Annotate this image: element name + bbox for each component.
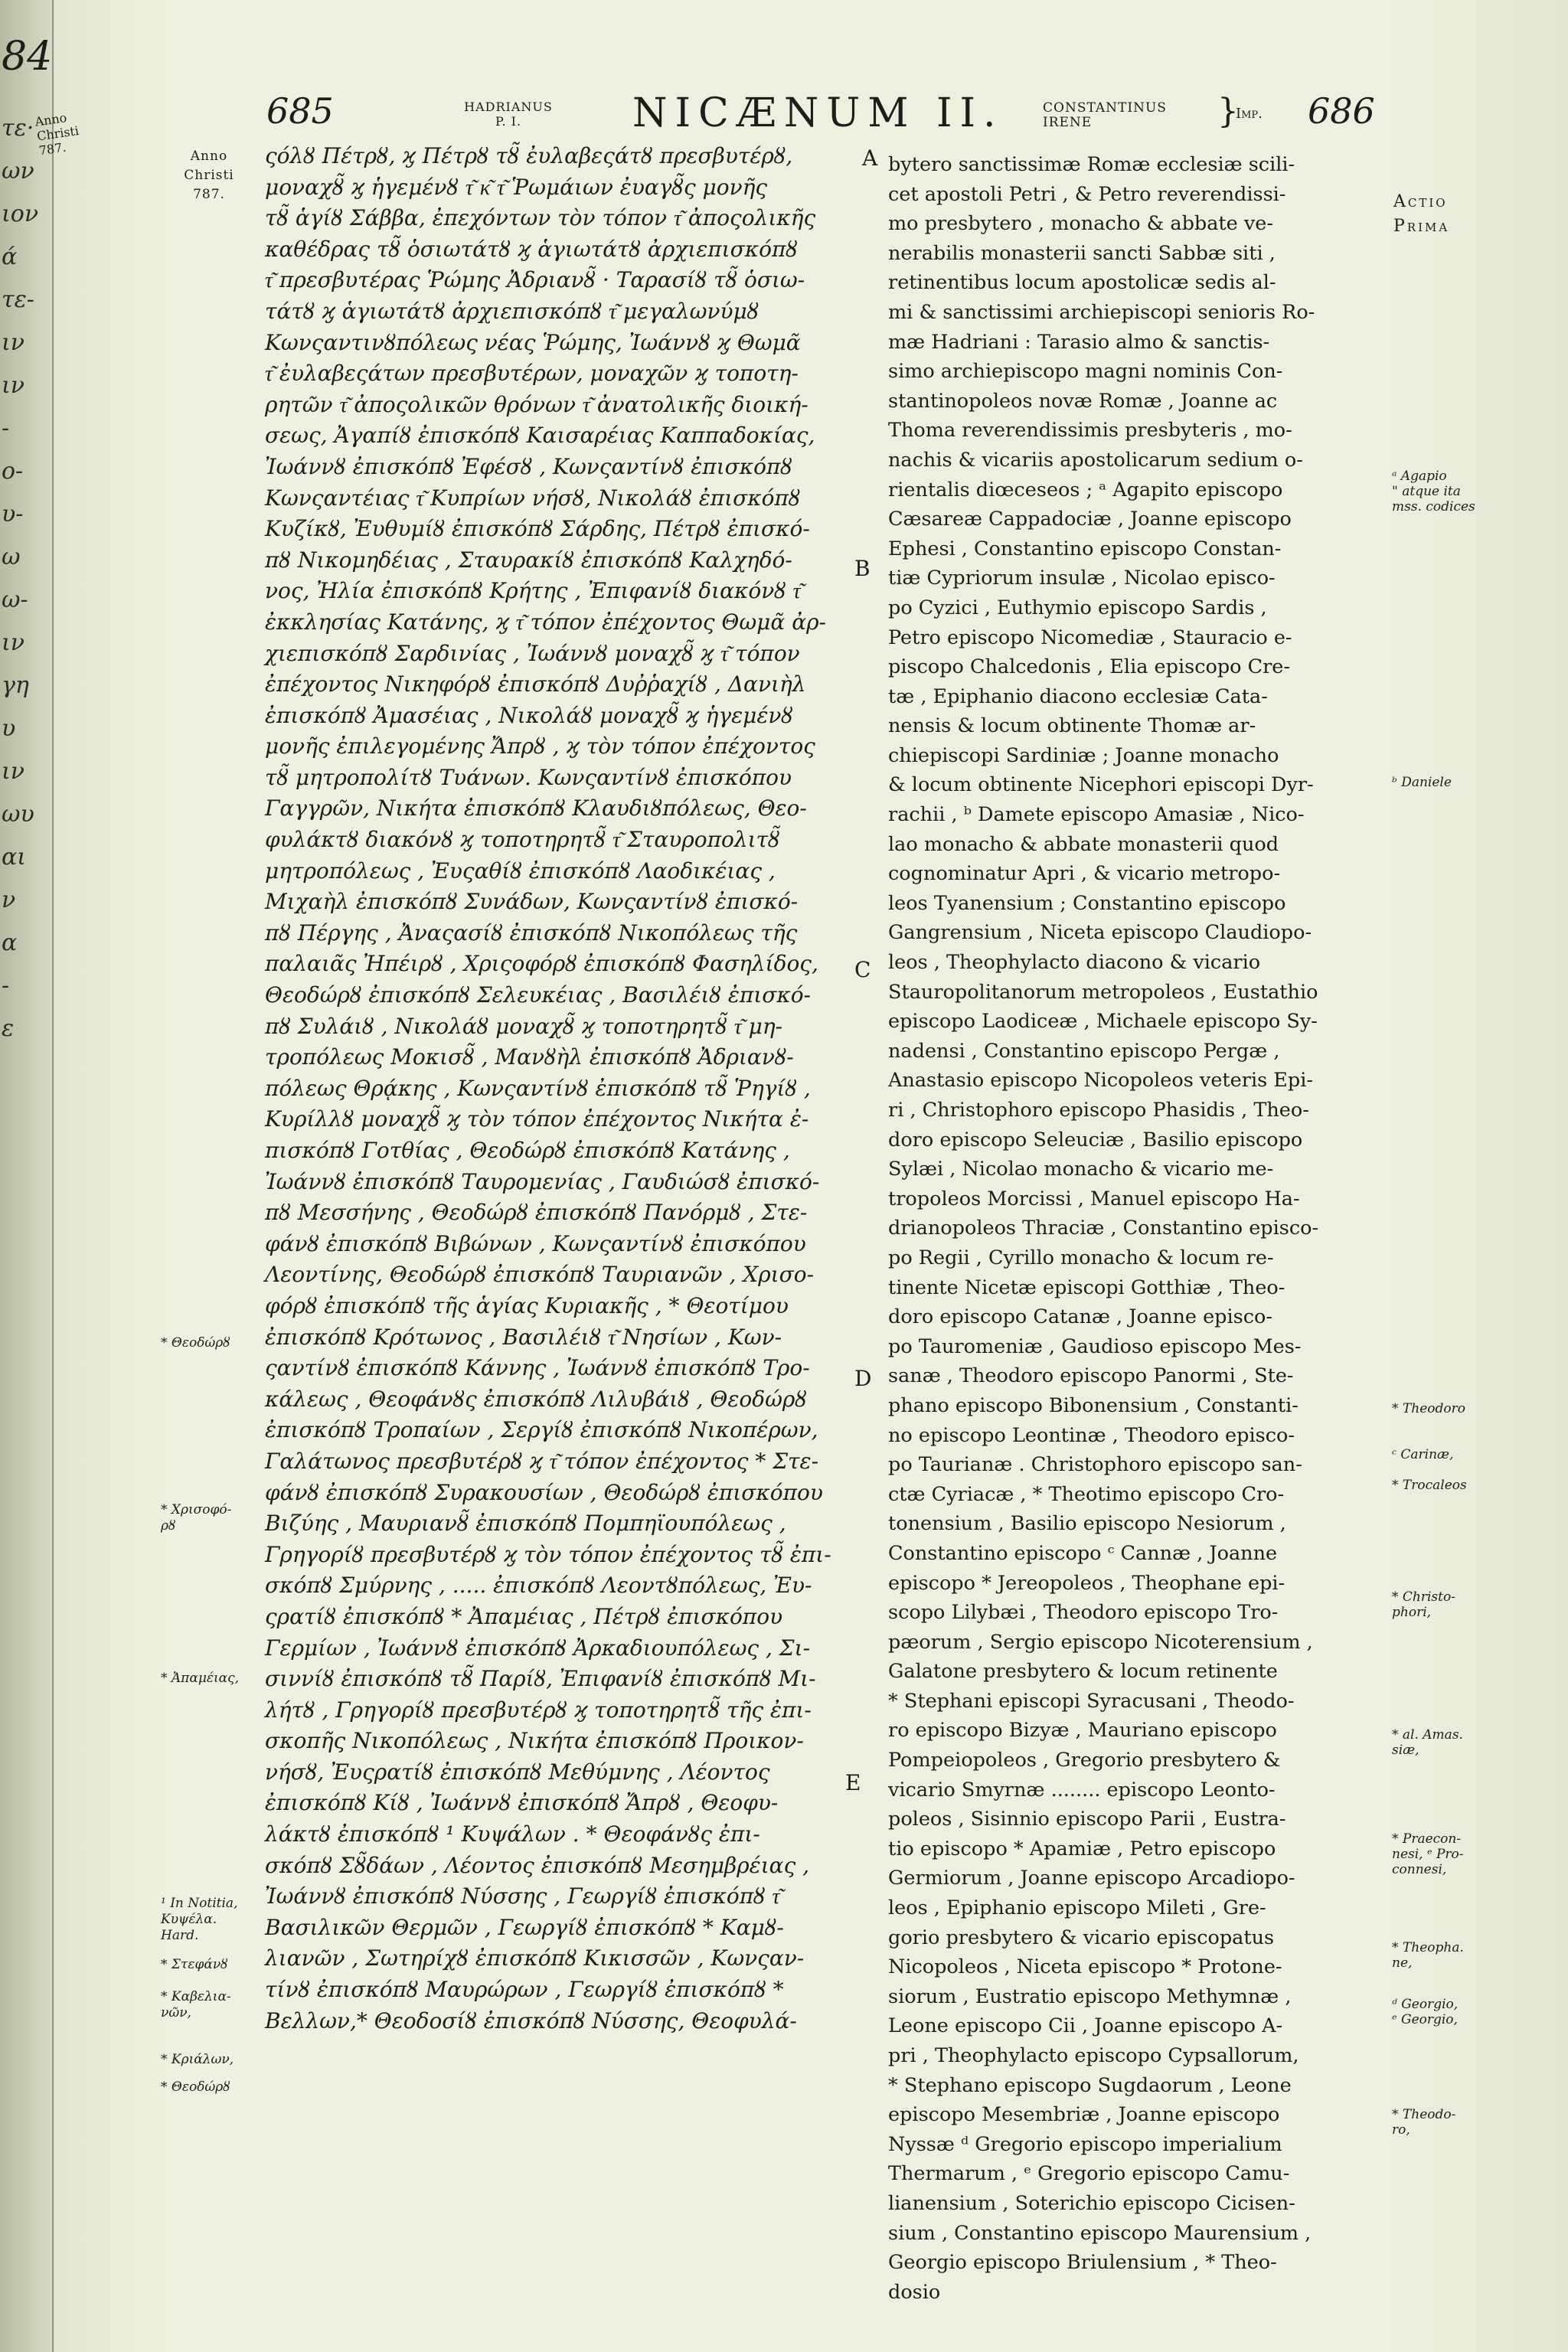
- latin-text-line: leos , Epiphanio episcopo Mileti , Gre-: [888, 1896, 1266, 1920]
- right-note-agapio: ᵃ Agapio " atque ita mss. codices: [1392, 469, 1475, 514]
- greek-text-line: ςρατίȣ ἐπισκόπȣ * Ἀπαμέιας , Πέτρȣ ἐπισκόπου: [265, 1603, 783, 1629]
- greek-text-line: τίνȣ ἐπισκόπȣ Μαυρώρων , Γεωργίȣ ἐπισκόπȣ *: [265, 1977, 784, 2003]
- latin-text-line: sium , Constantino episcopo Maurensium ,: [888, 2221, 1312, 2245]
- latin-text-line: gorio presbytero & vicario episcopatus: [888, 1926, 1275, 1949]
- latin-text-line: Ephesi , Constantino episcopo Constan-: [888, 537, 1282, 560]
- imperatores-abbrev: Imp.: [1236, 106, 1263, 122]
- latin-text-line: ctæ Cyriacæ , * Theotimo episcopo Cro-: [888, 1482, 1285, 1506]
- greek-text-line: Κυζίκȣ, Ἐυθυμίȣ ἐπισκόπȣ Σάρδης, Πέτρȣ ἐπισκό-: [265, 516, 810, 542]
- right-note-carinae: ᶜ Carinæ,: [1392, 1447, 1454, 1462]
- greek-text-line: πȣ Μεσσήνης , Θεοδώρȣ ἐπισκόπȣ Πανόρμȣ , Στε-: [265, 1200, 808, 1226]
- greek-text-line: ἐπισκόπȣ Κίȣ , Ἰωάννȣ ἐπισκόπȣ Ἄπρȣ , Θεοφυ-: [265, 1790, 779, 1816]
- greek-text-line: σεως, Ἀγαπίȣ ἐπισκόπȣ Καισαρέιας Καππαδοκίας,: [265, 423, 815, 449]
- right-note-christophori: * Christo- phori,: [1392, 1589, 1455, 1620]
- greek-text-line: μονῆς ἐπιλεγομένης Ἄπρȣ , ϗ τὸν τόπον ἐπέχοντος: [265, 733, 815, 760]
- latin-text-line: lianensium , Soterichio episcopo Cicisen-: [888, 2191, 1295, 2215]
- greek-text-line: νήσȣ, Ἐυςρατίȣ ἐπισκόπȣ Μεθύμνης , Λέοντος: [265, 1759, 770, 1785]
- latin-text-line: sanæ , Theodoro episcopo Panormi , Ste-: [888, 1364, 1294, 1388]
- greek-text-line: παλαιᾶς Ἠπέιρȣ , Χριςοφόρȣ ἐπισκόπȣ Φασηλίδος,: [265, 951, 818, 977]
- latin-text-line: Cæsareæ Cappadociæ , Joanne episcopo: [888, 508, 1292, 531]
- latin-text-line: rientalis diœceseos ; ᵃ Agapito episcopo: [888, 478, 1283, 501]
- greek-text-line: τροπόλεως Μοκισȣ̃ , Μανȣὴλ ἐπισκόπȣ Ἀδριανȣ-: [265, 1044, 794, 1070]
- greek-text-line: λάκτȣ ἐπισκόπȣ ¹ Κυψάλων . * Θεοφάνȣς ἐπι-: [265, 1821, 760, 1847]
- latin-text-line: tæ , Epiphanio diacono ecclesiæ Cata-: [888, 684, 1268, 708]
- latin-text-line: mi & sanctissimi archiepiscopi senioris Ro-: [888, 300, 1315, 324]
- greek-text-line: χιεπισκόπȣ Σαρδινίας , Ἰωάννȣ μοναχȣ̃ ϗ τ͂ τόπον: [265, 640, 800, 666]
- greek-text-line: ἐπέχοντος Νικηφόρȣ ἐπισκόπȣ Δυῤῥαχίȣ , Δανιὴλ: [265, 671, 806, 697]
- latin-text-line: tropoleos Morcissi , Manuel episcopo Ha-: [888, 1187, 1300, 1210]
- hadrianus-sub: P. I.: [495, 114, 522, 129]
- section-letter-d: D: [854, 1366, 872, 1391]
- greek-text-line: Κωνςαντέιας τ͂ Κυπρίων νήσȣ, Νικολάȣ ἐπισκόπȣ: [265, 485, 801, 511]
- council-title: NICÆNUM II.: [632, 90, 1004, 136]
- latin-text-line: leos , Theophylacto diacono & vicario: [888, 951, 1261, 975]
- greek-text-line: μητροπόλεως , Ἐυςαθίȣ ἐπισκόπȣ Λαοδικέιας ,: [265, 858, 776, 884]
- latin-text-line: phano episcopo Bibonensium , Constanti-: [888, 1393, 1298, 1417]
- left-note-christophori: * Χρισοφό- ρȣ: [161, 1502, 232, 1534]
- latin-text-line: Thermarum , ᵉ Gregorio episcopo Camu-: [888, 2162, 1290, 2186]
- greek-text-line: ἐπισκόπȣ Κρότωνος , Βασιλέιȣ τ͂ Νησίων , Κων-: [265, 1324, 782, 1350]
- greek-text-line: ἐπισκόπȣ Ἀμασέιας , Νικολάȣ μοναχȣ̃ ϗ ἡγεμένȣ: [265, 702, 793, 728]
- greek-text-line: ἐκκλησίας Κατάνης, ϗ τ͂ τόπον ἐπέχοντος Θωμᾶ ἀρ-: [265, 609, 827, 635]
- latin-text-line: Germiorum , Joanne episcopo Arcadiopo-: [888, 1867, 1295, 1890]
- previous-page-anno-label: Anno Christi 787.: [34, 110, 80, 158]
- latin-text-line: ri , Christophoro episcopo Phasidis , Theo-: [888, 1099, 1309, 1122]
- latin-text-line: tio episcopo * Apamiæ , Petro episcopo: [888, 1837, 1276, 1860]
- left-note-theodori: * Θεοδώρȣ: [161, 1335, 230, 1351]
- latin-text-line: Galatone presbytero & locum retinente: [888, 1660, 1278, 1684]
- latin-text-line: poleos , Sisinnio episcopo Parii , Eustra-: [888, 1808, 1286, 1831]
- greek-text-line: πισκόπȣ Γοτθίας , Θεοδώρȣ ἐπισκόπȣ Κατάνης ,: [265, 1138, 790, 1163]
- latin-text-line: mæ Hadriani : Tarasio almo & sanctis-: [888, 330, 1270, 354]
- latin-text-line: pri , Theophylacto episcopo Cypsallorum,: [888, 2044, 1299, 2067]
- greek-text-line: ρητῶν τ͂ ἀποςολικῶν θρόνων τ͂ ἀνατολικῆς διοική-: [265, 391, 808, 417]
- greek-text-line: σκοπῆς Νικοπόλεως , Νικήτα ἐπισκόπȣ Προικον-: [265, 1728, 804, 1754]
- latin-text-line: siorum , Eustratio episcopo Methymnæ ,: [888, 1984, 1292, 2008]
- latin-text-line: Nicopoleos , Niceta episcopo * Protone-: [888, 1955, 1282, 1979]
- prima-label: Prima: [1393, 217, 1450, 236]
- greek-text-line: πȣ Νικομηδέιας , Σταυρακίȣ ἐπισκόπȣ Καλχηδό-: [265, 547, 792, 573]
- latin-text-line: pæorum , Sergio episcopo Nicoterensium ,: [888, 1630, 1313, 1654]
- right-note-daniele: ᵇ Daniele: [1392, 775, 1452, 790]
- previous-page-edge: [0, 0, 54, 2352]
- latin-text-line: tiæ Cypriorum insulæ , Nicolao episco-: [888, 567, 1276, 590]
- greek-text-line: Βελλων,* Θεοδοσίȣ ἐπισκόπȣ Νύσσης, Θεοφυλά-: [265, 2007, 797, 2034]
- right-note-amasiae: * al. Amas. siæ,: [1392, 1727, 1463, 1758]
- anno-christi-margin: [175, 147, 243, 204]
- anno-label: Anno: [190, 149, 228, 164]
- latin-text-line: nachis & vicariis apostolicarum sedium o-: [888, 448, 1303, 472]
- greek-text-line: Κυρίλλȣ μοναχȣ̃ ϗ τὸν τόπον ἐπέχοντος Νικήτα ἐ-: [265, 1106, 809, 1132]
- greek-text-line: μοναχȣ̃ ϗ ἡγεμένȣ τ͂ κ͂ τ͂ Ῥωμάιων ἐυαγȣ̃ς μονῆς: [265, 174, 768, 200]
- greek-text-line: Ἰωάννȣ ἐπισκόπȣ Ταυρομενίας , Γαυδιώσȣ ἐπισκό-: [265, 1168, 820, 1194]
- left-note-krialon: * Κριάλων,: [161, 2052, 234, 2067]
- greek-text-line: καθέδρας τȣ̃ ὁσιωτάτȣ ϗ ἁγιωτάτȣ ἀρχιεπισκόπȣ: [265, 236, 798, 262]
- running-head-emperors: [1043, 101, 1167, 130]
- greek-text-line: λήτȣ , Γρηγορίȣ πρεσβυτέρȣ ϗ τοποτηρητȣ̃ τῆς ἐπι-: [265, 1697, 812, 1723]
- latin-text-line: scopo Lilybæi , Theodoro episcopo Tro-: [888, 1601, 1279, 1625]
- latin-text-line: retinentibus locum apostolicæ sedis al-: [888, 271, 1276, 295]
- greek-text-line: σιννίȣ ἐπισκόπȣ τȣ̃ Παρίȣ, Ἐπιφανίȣ ἐπισκόπȣ Μι-: [265, 1666, 816, 1692]
- left-note-theodori-2: * Θεοδώρȣ: [161, 2079, 230, 2095]
- latin-text-line: Anastasio episcopo Nicopoleos veteris Epi-: [888, 1069, 1313, 1093]
- greek-text-line: Κωνςαντινȣπόλεως νέας Ῥώμης, Ἰωάννȣ ϗ Θωμᾶ: [265, 329, 801, 355]
- actio-prima-heading: [1393, 190, 1449, 239]
- greek-text-line: τȣ̃ μητροπολίτȣ Τυάνων. Κωνςαντίνȣ ἐπισκόπου: [265, 764, 792, 790]
- actio-label: Actio: [1393, 192, 1448, 211]
- greek-text-line: τ͂ ἐυλαβεςάτων πρεσβυτέρων, μοναχῶν ϗ τοποτη-: [265, 361, 799, 387]
- latin-text-line: tonensium , Basilio episcopo Nesiorum ,: [888, 1512, 1286, 1536]
- brace-glyph: }: [1217, 92, 1239, 131]
- latin-text-line: Leone episcopo Cii , Joanne episcopo A-: [888, 2014, 1283, 2038]
- latin-text-line: mo presbytero , monacho & abbate ve-: [888, 212, 1273, 236]
- greek-text-line: τάτȣ ϗ ἁγιωτάτȣ ἀρχιεπισκόπȣ τ͂ μεγαλωνύμȣ: [265, 298, 760, 324]
- latin-text-line: Petro episcopo Nicomediæ , Stauracio e-: [888, 626, 1292, 649]
- right-note-georgio: ᵈ Georgio, ᵉ Georgio,: [1392, 1997, 1459, 2027]
- section-letter-b: B: [854, 556, 871, 581]
- latin-text-line: * Stephani episcopi Syracusani , Theodo-: [888, 1689, 1295, 1713]
- greek-text-line: νος, Ἠλία ἐπισκόπȣ Κρήτης , Ἐπιφανίȣ διακόνȣ τ͂: [265, 578, 801, 604]
- latin-text-line: po Taurianæ . Christophoro episcopo san-: [888, 1453, 1302, 1477]
- greek-text-line: Ἰωάννȣ ἐπισκόπȣ Ἐφέσȣ , Κωνςαντίνȣ ἐπισκόπȣ: [265, 453, 792, 479]
- latin-text-line: vicario Smyrnæ ........ episcopo Leonto-: [888, 1778, 1276, 1802]
- latin-text-line: Stauropolitanorum metropoleos , Eustathio: [888, 980, 1318, 1004]
- greek-text-line: Βιζύης , Μαυριανȣ̃ ἐπισκόπȣ Πομπηϊουπόλεως ,: [265, 1511, 786, 1537]
- greek-text-line: φόρȣ ἐπισκόπȣ τῆς ἁγίας Κυριακῆς , * Θεοτίμου: [265, 1292, 789, 1318]
- greek-text-line: πόλεως Θρᾴκης , Κωνςαντίνȣ ἐπισκόπȣ τȣ̃ Ῥηγίȣ ,: [265, 1075, 811, 1101]
- latin-text-line: Sylæi , Nicolao monacho & vicario me-: [888, 1158, 1274, 1181]
- latin-text-line: Gangrensium , Niceta episcopo Claudiopo-: [888, 921, 1312, 945]
- greek-text-line: λιανῶν , Σωτηρίχȣ ἐπισκόπȣ Κικισσῶν , Κωνςαν-: [265, 1945, 805, 1971]
- latin-text-line: Constantino episcopo ᶜ Cannæ , Joanne: [888, 1541, 1278, 1565]
- latin-text-line: nerabilis monasterii sancti Sabbæ siti ,: [888, 241, 1276, 265]
- latin-text-column: [888, 150, 1383, 2307]
- greek-text-line: φυλάκτȣ διακόνȣ ϗ τοποτηρητȣ̃ τ͂ Σταυροπολιτȣ̃: [265, 827, 780, 853]
- greek-text-line: Βασιλικῶν Θερμῶν , Γεωργίȣ ἐπισκόπȣ * Καμȣ-: [265, 1914, 784, 1940]
- greek-text-line: φάνȣ ἐπισκόπȣ Βιβώνων , Κωνςαντίνȣ ἐπισκόπου: [265, 1230, 806, 1256]
- latin-text-line: Georgio episcopo Briulensium , * Theo-: [888, 2251, 1277, 2275]
- greek-text-line: ἐπισκόπȣ Τροπαίων , Σεργίȣ ἐπισκόπȣ Νικοπέρων,: [265, 1417, 818, 1443]
- section-letter-c: C: [854, 957, 871, 982]
- greek-text-line: πȣ Πέργης , Ἀναςασίȣ ἐπισκόπȣ Νικοπόλεως τῆς: [265, 920, 798, 946]
- greek-text-line: τ͂ πρεσβυτέρας Ῥώμης Ἀδριανȣ̃ · Ταρασίȣ τȣ̃ ὁσιω-: [265, 267, 805, 293]
- constantinus-name: CONSTANTINUS: [1043, 100, 1167, 116]
- latin-text-line: & locum obtinente Nicephori episcopi Dyr-: [888, 773, 1314, 797]
- latin-text-line: cognominatur Apri , & vicario metropo-: [888, 862, 1281, 886]
- greek-text-line: τȣ̃ ἁγίȣ Σάββα, ἐπεχόντων τὸν τόπον τ͂ ἀποςολικῆς: [265, 205, 816, 231]
- greek-text-column: [265, 141, 854, 2037]
- latin-text-line: piscopo Chalcedonis , Elia episcopo Cre-: [888, 655, 1291, 679]
- right-page-number: 686: [1308, 90, 1375, 132]
- latin-text-line: episcopo * Jereopoleos , Theophane epi-: [888, 1571, 1285, 1595]
- latin-text-line: episcopo Mesembriæ , Joanne episcopo: [888, 2103, 1280, 2127]
- irene-name: IRENE: [1043, 115, 1093, 130]
- latin-text-line: cet apostoli Petri , & Petro reverendissi-: [888, 182, 1286, 206]
- latin-text-line: episcopo Laodiceæ , Michaele episcopo Sy-: [888, 1010, 1318, 1034]
- latin-text-line: leos Tyanensium ; Constantino episcopo: [888, 891, 1286, 915]
- latin-text-line: drianopoleos Thraciæ , Constantino episco-: [888, 1217, 1319, 1240]
- previous-page-number: 84: [2, 34, 53, 80]
- left-page-number: 685: [266, 90, 334, 132]
- greek-text-line: κάλεως , Θεοφάνȣς ἐπισκόπȣ Λιλυβάιȣ , Θεοδώρȣ: [265, 1386, 807, 1412]
- latin-text-line: Nyssæ ᵈ Gregorio episcopo imperialium: [888, 2132, 1282, 2156]
- greek-text-line: Μιχαὴλ ἐπισκόπȣ Συνάδων, Κωνςαντίνȣ ἐπισκό-: [265, 889, 799, 915]
- previous-page-text-fragments: τε· ων ιον ά τε- ιν ιν - ο- υ- ω ω- ιν γη υ ιν ωυ αι ν α - ε: [2, 115, 39, 1042]
- right-note-theophane: * Theopha. ne,: [1392, 1940, 1464, 1971]
- greek-text-line: Γρηγορίȣ πρεσβυτέρȣ ϗ τὸν τόπον ἐπέχοντος τȣ̃ ἐπι-: [265, 1541, 831, 1567]
- left-note-apameias: * Ἀπαμέιας,: [161, 1671, 240, 1686]
- latin-text-line: no episcopo Leontinæ , Theodoro episco-: [888, 1423, 1295, 1447]
- greek-text-line: φάνȣ ἐπισκόπȣ Συρακουσίων , Θεοδώρȣ ἐπισκόπου: [265, 1479, 823, 1505]
- greek-text-line: πȣ Συλάιȣ , Νικολάȣ μοναχȣ̃ ϗ τοποτηρητȣ̃ τ͂ μη-: [265, 1013, 783, 1039]
- right-note-trocaleos: * Trocaleos: [1392, 1478, 1467, 1493]
- year-label: 787.: [193, 187, 225, 202]
- latin-text-line: po Cyzici , Euthymio episcopo Sardis ,: [888, 596, 1267, 619]
- latin-text-line: Thoma reverendissimis presbyteris , mo-: [888, 419, 1292, 443]
- running-head-hadrianus: [439, 100, 577, 129]
- section-letter-e: E: [845, 1770, 861, 1795]
- greek-text-line: σκόπȣ Σμύρνης , ..... ἐπισκόπȣ Λεοντȣπόλεως, Ἐυ-: [265, 1573, 812, 1599]
- left-note-stephani: * Στεφάνȣ: [161, 1957, 228, 1972]
- greek-text-line: Θεοδώρȣ ἐπισκόπȣ Σελευκέιας , Βασιλέιȣ ἐπισκό-: [265, 982, 812, 1008]
- latin-text-line: tinente Nicetæ episcopi Gotthiæ , Theo-: [888, 1276, 1285, 1299]
- greek-text-line: Ἰωάννȣ ἐπισκόπȣ Νύσσης , Γεωργίȣ ἐπισκόπȣ τ͂: [265, 1883, 780, 1909]
- latin-text-line: po Regii , Cyrillo monacho & locum re-: [888, 1246, 1274, 1269]
- latin-text-line: simo archiepiscopo magni nominis Con-: [888, 360, 1283, 384]
- latin-text-line: doro episcopo Seleuciæ , Basilio episcopo: [888, 1128, 1303, 1152]
- greek-text-line: ςαντίνȣ ἐπισκόπȣ Κάννης , Ἰωάννȣ ἐπισκόπȣ Τρο-: [265, 1355, 810, 1381]
- latin-text-line: nensis & locum obtinente Thomæ ar-: [888, 714, 1256, 738]
- greek-text-line: Γαλάτωνος πρεσβυτέρȣ ϗ τ͂ τόπον ἐπέχοντος * Στε-: [265, 1448, 819, 1474]
- left-note-kabelianon: * Καβελια- νῶν,: [161, 1989, 231, 2020]
- right-note-proconnesi: * Praecon- nesi, ᵉ Pro- connesi,: [1392, 1831, 1464, 1877]
- latin-text-line: rachii , ᵇ Damete episcopo Amasiæ , Nico-: [888, 803, 1305, 827]
- latin-text-line: ro episcopo Bizyæ , Mauriano episcopo: [888, 1719, 1277, 1743]
- latin-text-line: nadensi , Constantino episcopo Pergæ ,: [888, 1039, 1280, 1063]
- greek-text-line: ςόλȣ Πέτρȣ, ϗ Πέτρȣ τȣ̃ ἐυλαβεςάτȣ πρεσβυτέρȣ,: [265, 143, 793, 168]
- greek-text-line: σκόπȣ Σȣ̃δάων , Λέοντος ἐπισκόπȣ Μεσημβρέιας ,: [265, 1852, 810, 1878]
- greek-text-line: Λεοντίνης, Θεοδώρȣ ἐπισκόπȣ Ταυριανῶν , Χρισο-: [265, 1262, 815, 1288]
- latin-text-line: stantinopoleos novæ Romæ , Joanne ac: [888, 389, 1278, 413]
- greek-text-line: Γερμίων , Ἰωάννȣ ἐπισκόπȣ Ἀρκαδιουπόλεως , Σι-: [265, 1635, 811, 1661]
- latin-text-line: doro episcopo Catanæ , Joanne episco-: [888, 1305, 1272, 1329]
- right-note-theodoro: * Theodoro: [1392, 1401, 1465, 1416]
- left-note-in-notitia: ¹ In Notitia, Κυψέλα. Hard.: [161, 1896, 238, 1943]
- latin-text-line: bytero sanctissimæ Romæ ecclesiæ scili-: [888, 153, 1295, 176]
- hadrianus-name: HADRIANUS: [464, 100, 553, 114]
- section-letter-a: A: [862, 145, 878, 171]
- latin-text-line: Pompeiopoleos , Gregorio presbytero &: [888, 1749, 1281, 1772]
- latin-text-line: dosio: [888, 2280, 941, 2304]
- latin-text-line: chiepiscopi Sardiniæ ; Joanne monacho: [888, 743, 1279, 767]
- greek-text-line: Γαγγρῶν, Νικήτα ἐπισκόπȣ Κλαυδιȣπόλεως, Θεο-: [265, 795, 807, 822]
- latin-text-line: * Stephano episcopo Sugdaorum , Leone: [888, 2073, 1292, 2097]
- christi-label: Christi: [184, 168, 234, 183]
- latin-text-line: lao monacho & abbate monasterii quod: [888, 832, 1279, 856]
- latin-text-line: po Tauromeniæ , Gaudioso episcopo Mes-: [888, 1334, 1302, 1358]
- right-note-theodoro-2: * Theodo- ro,: [1392, 2107, 1456, 2138]
